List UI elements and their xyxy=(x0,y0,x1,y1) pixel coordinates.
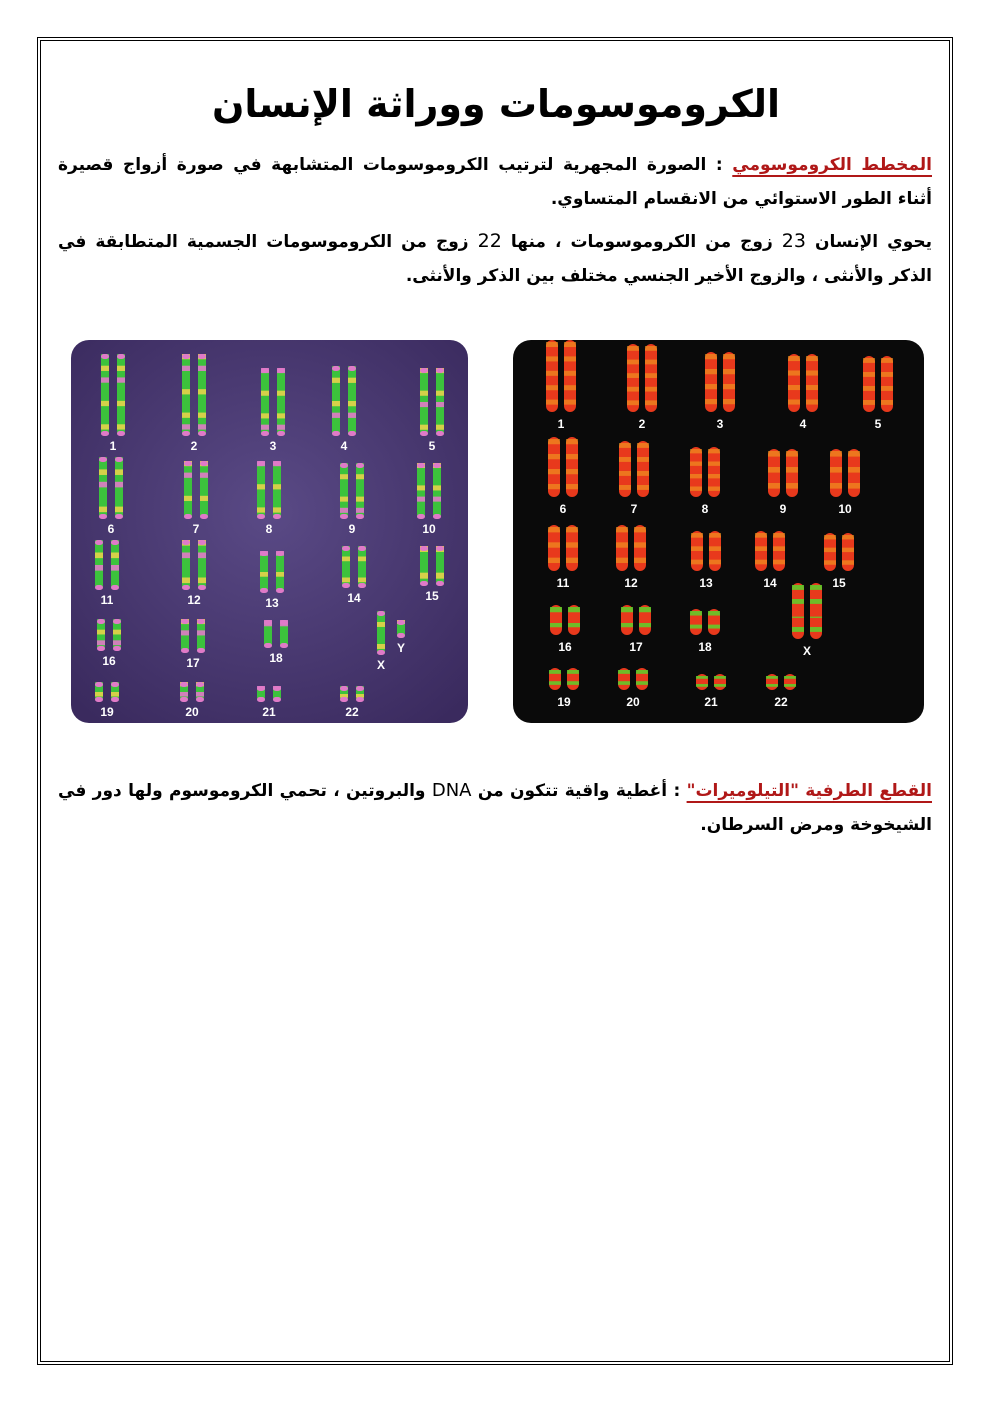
chromosome xyxy=(182,540,190,590)
karyotype-right-svg xyxy=(513,340,924,723)
chromosome-label: 7 xyxy=(192,522,200,536)
chromosome-label: Y xyxy=(396,641,406,655)
chromosome-label: 1 xyxy=(557,417,565,431)
chromosome-label: 15 xyxy=(425,589,439,603)
chromosome xyxy=(792,583,804,639)
chromosome-label: 14 xyxy=(763,576,777,590)
chromosome xyxy=(198,354,206,436)
chromosome-label: 8 xyxy=(265,522,273,536)
chromosome xyxy=(645,344,657,412)
chromosome xyxy=(273,461,281,519)
chromosome xyxy=(95,540,103,590)
chromosome xyxy=(420,368,428,436)
chromosome xyxy=(111,540,119,590)
chromosome-label: 2 xyxy=(638,417,646,431)
chromosome xyxy=(636,668,648,690)
chromosome-label: 4 xyxy=(340,439,348,453)
chromosome xyxy=(705,352,717,412)
chromosome xyxy=(342,546,350,588)
chromosome xyxy=(340,686,348,702)
chromosome xyxy=(830,449,842,497)
chromosome xyxy=(766,674,778,690)
chromosome xyxy=(257,686,265,702)
chromosome xyxy=(564,340,576,412)
chromosome xyxy=(690,447,702,497)
chromosome xyxy=(436,368,444,436)
chromosome xyxy=(788,354,800,412)
chromosome xyxy=(619,441,631,497)
chromosome-label: 18 xyxy=(698,640,712,654)
separator: : xyxy=(667,781,687,801)
chromosome-label: 11 xyxy=(100,593,114,607)
chromosome xyxy=(546,340,558,412)
chromosome xyxy=(786,449,798,497)
chromosome xyxy=(436,546,444,586)
chromosome xyxy=(264,620,272,648)
chromosome xyxy=(566,525,578,571)
chromosome xyxy=(280,620,288,648)
chromosome xyxy=(824,533,836,571)
chromosome xyxy=(397,620,405,638)
chromosome xyxy=(332,366,340,436)
chromosome xyxy=(182,354,190,436)
chromosome-label: 9 xyxy=(348,522,356,536)
chromosome-label: 8 xyxy=(701,502,709,516)
chromosome xyxy=(708,609,720,635)
chromosome xyxy=(115,457,123,519)
chromosome-label: 18 xyxy=(269,651,283,665)
chromosome xyxy=(377,611,385,655)
chromosome-label: 21 xyxy=(262,705,276,719)
chromosome xyxy=(863,356,875,412)
karyotype-image-purple xyxy=(71,340,468,723)
chromosome xyxy=(691,531,703,571)
chromosome-label: 13 xyxy=(265,596,279,610)
chromosome-label: 5 xyxy=(428,439,436,453)
chromosome xyxy=(356,463,364,519)
chromosome-label: 15 xyxy=(832,576,846,590)
chromosome xyxy=(348,366,356,436)
chromosome xyxy=(273,686,281,702)
chromosome xyxy=(714,674,726,690)
chromosome xyxy=(567,668,579,690)
chromosome xyxy=(784,674,796,690)
chromosome-label: 6 xyxy=(559,502,567,516)
chromosome-label: 4 xyxy=(799,417,807,431)
chromosome-label: 11 xyxy=(556,576,570,590)
chromosome xyxy=(723,352,735,412)
dna-label: DNA xyxy=(431,780,472,801)
karyotype-term: المخطط الكروموسومي xyxy=(732,155,932,175)
chromosome xyxy=(755,531,767,571)
separator: : xyxy=(706,155,733,175)
chromosome xyxy=(184,461,192,519)
chromosome xyxy=(566,437,578,497)
chromosome xyxy=(200,461,208,519)
chromosome-label: X xyxy=(376,658,386,672)
chromosome-label: 14 xyxy=(347,591,361,605)
chromosome xyxy=(260,551,268,593)
chromosome xyxy=(621,605,633,635)
chromosome xyxy=(99,457,107,519)
chromosome xyxy=(634,525,646,571)
chromosome-label: 16 xyxy=(102,654,116,668)
text-part: زوج من الكروموسومات ، منها xyxy=(501,232,782,252)
chromosome xyxy=(111,682,119,702)
chromosome xyxy=(550,605,562,635)
chromosome xyxy=(356,686,364,702)
chromosome xyxy=(277,368,285,436)
chromosome-label: 22 xyxy=(345,705,359,719)
chromosome xyxy=(97,619,105,651)
chromosome xyxy=(433,463,441,519)
chromosome xyxy=(708,447,720,497)
text-part: والبروتين ، تحمي الكروموسوم ولها دور في الشيخوخة ومرض السرطان. xyxy=(58,781,932,835)
human-chromosomes-paragraph xyxy=(58,224,932,293)
chromosome-label: 7 xyxy=(630,502,638,516)
chromosome-pair-count: 23 xyxy=(781,230,806,252)
chromosome xyxy=(637,441,649,497)
chromosome xyxy=(806,354,818,412)
chromosome xyxy=(881,356,893,412)
telomere-term: القطع الطرفية "التيلوميرات" xyxy=(686,781,932,801)
chromosome xyxy=(261,368,269,436)
chromosome-label: 3 xyxy=(269,439,277,453)
chromosome xyxy=(181,619,189,653)
chromosome-label: 19 xyxy=(557,695,571,709)
chromosome xyxy=(848,449,860,497)
chromosome xyxy=(197,619,205,653)
chromosome-label: 17 xyxy=(186,656,200,670)
chromosome-label: 12 xyxy=(624,576,638,590)
chromosome xyxy=(180,682,188,702)
chromosome xyxy=(549,668,561,690)
chromosome xyxy=(117,354,125,436)
text-part: زوج من الكروموسومات الجسمية المتطابقة في الذكر والأنثى ، والزوج الأخير الجنسي مختلف بين الذكر والأنثى. xyxy=(58,232,932,286)
chromosome xyxy=(340,463,348,519)
chromosome xyxy=(101,354,109,436)
chromosome xyxy=(773,531,785,571)
autosome-pair-count: 22 xyxy=(477,230,502,252)
chromosome-label: 20 xyxy=(626,695,640,709)
chromosome-label: 9 xyxy=(779,502,787,516)
chromosome-label: 10 xyxy=(422,522,436,536)
chromosome-label: 21 xyxy=(704,695,718,709)
chromosome-label: 3 xyxy=(716,417,724,431)
chromosome xyxy=(810,583,822,639)
chromosome xyxy=(616,525,628,571)
text-part: يحوي الإنسان xyxy=(805,232,932,252)
chromosome-label: 20 xyxy=(185,705,199,719)
chromosome xyxy=(768,449,780,497)
chromosome-label: X xyxy=(802,644,812,658)
chromosome xyxy=(276,551,284,593)
chromosome xyxy=(696,674,708,690)
chromosome-label: 2 xyxy=(190,439,198,453)
karyotype-text: الصورة المجهرية لترتيب الكروموسومات المتشابهة في صورة أزواج قصيرة أثناء الطور الاستوائي من الانقسام المتساوي. xyxy=(58,155,932,209)
chromosome xyxy=(198,540,206,590)
karyotype-left-svg xyxy=(71,340,468,723)
chromosome xyxy=(417,463,425,519)
chromosome xyxy=(113,619,121,651)
chromosome-label: 22 xyxy=(774,695,788,709)
chromosome xyxy=(95,682,103,702)
karyotype-image-black xyxy=(513,340,924,723)
chromosome xyxy=(257,461,265,519)
chromosome xyxy=(627,344,639,412)
chromosome xyxy=(842,533,854,571)
chromosome-label: 12 xyxy=(187,593,201,607)
chromosome-label: 1 xyxy=(109,439,117,453)
chromosome xyxy=(568,605,580,635)
chromosome-label: 17 xyxy=(629,640,643,654)
chromosome xyxy=(358,546,366,588)
chromosome xyxy=(618,668,630,690)
chromosome xyxy=(709,531,721,571)
karyotype-definition xyxy=(58,148,932,216)
chromosome-label: 16 xyxy=(558,640,572,654)
chromosome xyxy=(420,546,428,586)
chromosome xyxy=(548,525,560,571)
page-title: الكروموسومات ووراثة الإنسان xyxy=(211,82,781,126)
chromosome xyxy=(639,605,651,635)
chromosome xyxy=(196,682,204,702)
telomere-definition xyxy=(58,774,932,842)
text-part: أغطية واقية تتكون من xyxy=(471,781,668,801)
chromosome-label: 10 xyxy=(838,502,852,516)
chromosome-label: 19 xyxy=(100,705,114,719)
chromosome xyxy=(548,437,560,497)
chromosome-label: 6 xyxy=(107,522,115,536)
chromosome-label: 5 xyxy=(874,417,882,431)
chromosome-label: 13 xyxy=(699,576,713,590)
chromosome xyxy=(690,609,702,635)
